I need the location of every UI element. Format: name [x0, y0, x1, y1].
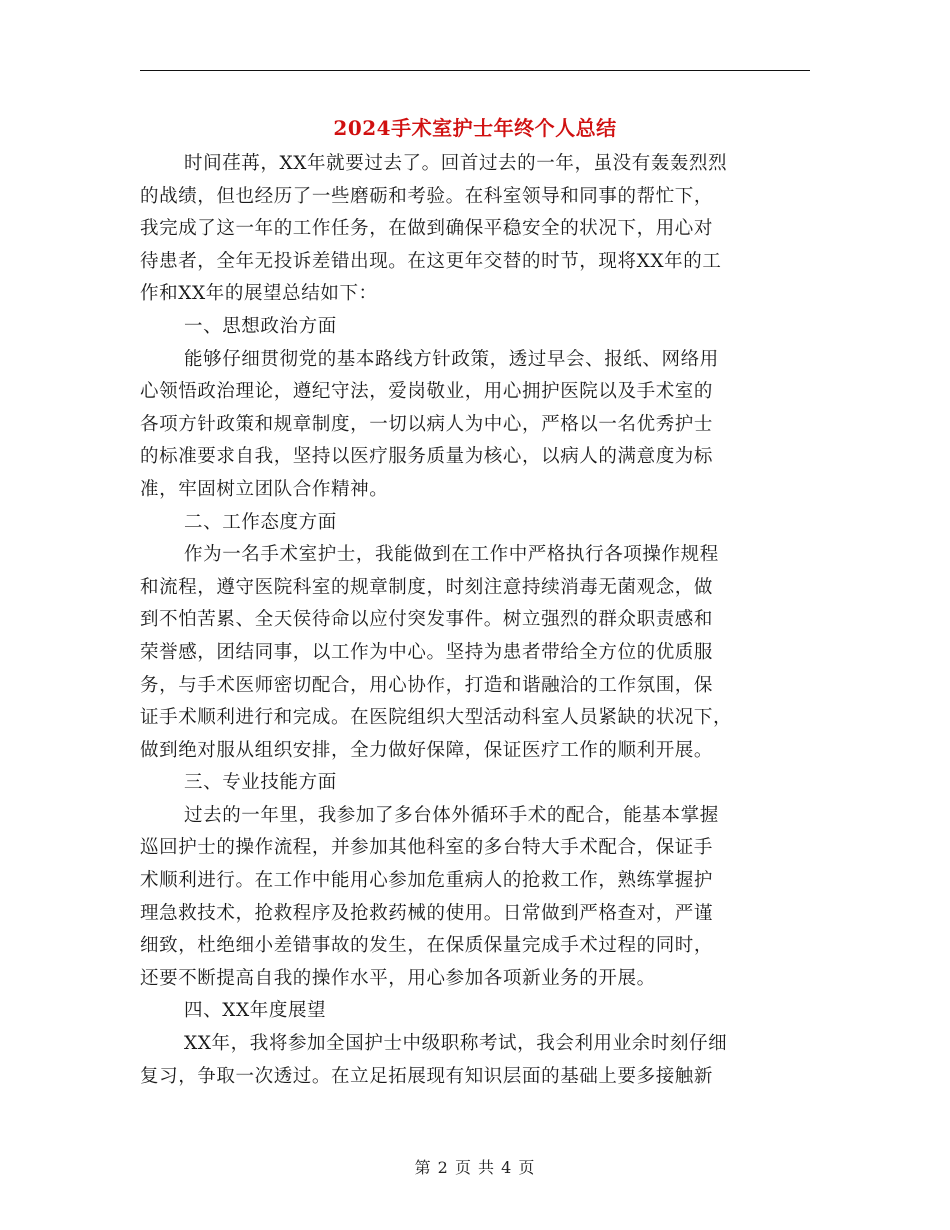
text-line: 的战绩，但也经历了一些磨砺和考验。在科室领导和同事的帮忙下， [140, 185, 714, 207]
text-line: 作为一名手术室护士，我能做到在工作中严格执行各项操作规程 [184, 544, 719, 566]
text-line: 作和XX年的展望总结如下： [140, 283, 378, 305]
text-line: 三、专业技能方面 [184, 772, 337, 794]
page-footer: 第 2 页 共 4 页 [414, 1158, 536, 1177]
text-line: 到不怕苦累、全天侯待命以应付突发事件。树立强烈的群众职责感和 [140, 609, 714, 631]
text-line: 二、工作态度方面 [184, 511, 337, 533]
text-line: 时间荏苒，XX年就要过去了。回首过去的一年，虽没有轰轰烈烈 [184, 153, 728, 174]
text-line: 复习，争取一次透过。在立足拓展现有知识层面的基础上要多接触新 [140, 1065, 714, 1087]
text-line: 理急救技术，抢救程序及抢救药械的使用。日常做到严格查对，严谨 [140, 902, 714, 924]
text-line: 务，与手术医师密切配合，用心协作，打造和谐融洽的工作氛围，保 [140, 674, 714, 696]
text-line: 荣誉感，团结同事，以工作为中心。坚持为患者带给全方位的优质服 [140, 641, 714, 663]
text-line: 和流程，遵守医院科室的规章制度，时刻注意持续消毒无菌观念，做 [140, 576, 714, 598]
text-line: 巡回护士的操作流程，并参加其他科室的多台特大手术配合，保证手 [140, 837, 714, 859]
document-body [140, 148, 810, 1093]
text-line: 准，牢固树立团队合作精神。 [140, 478, 389, 500]
text-line: XX年，我将参加全国护士中级职称考试，我会利用业余时刻仔细 [184, 1033, 728, 1055]
text-line: 待患者，全年无投诉差错出现。在这更年交替的时节，现将XX年的工 [140, 250, 722, 272]
text-line: 证手术顺利进行和完成。在医院组织大型活动科室人员紧缺的状况下， [140, 707, 733, 729]
text-line: 细致，杜绝细小差错事故的发生，在保质保量完成手术过程的同时， [140, 935, 714, 957]
text-line: 一、思想政治方面 [184, 315, 337, 337]
header-rule [140, 70, 810, 71]
text-line: 过去的一年里，我参加了多台体外循环手术的配合，能基本掌握 [184, 804, 719, 826]
text-line: 做到绝对服从组织安排，全力做好保障，保证医疗工作的顺利开展。 [140, 739, 714, 761]
text-line: 四、XX年度展望 [184, 1000, 327, 1022]
text-line: 的标准要求自我，坚持以医疗服务质量为核心，以病人的满意度为标 [140, 446, 714, 468]
text-line: 术顺利进行。在工作中能用心参加危重病人的抢救工作，熟练掌握护 [140, 870, 714, 892]
text-line: 我完成了这一年的工作任务，在做到确保平稳安全的状况下，用心对 [140, 218, 714, 240]
text-line: 各项方针政策和规章制度，一切以病人为中心，严格以一名优秀护士 [140, 413, 714, 435]
text-line: 能够仔细贯彻党的基本路线方针政策，透过早会、报纸、网络用 [184, 348, 719, 370]
text-line: 心领悟政治理论，遵纪守法，爱岗敬业，用心拥护医院以及手术室的 [140, 381, 714, 403]
text-line: 还要不断提高自我的操作水平，用心参加各项新业务的开展。 [140, 967, 656, 989]
document-title: 2024手术室护士年终个人总结 [333, 116, 617, 140]
